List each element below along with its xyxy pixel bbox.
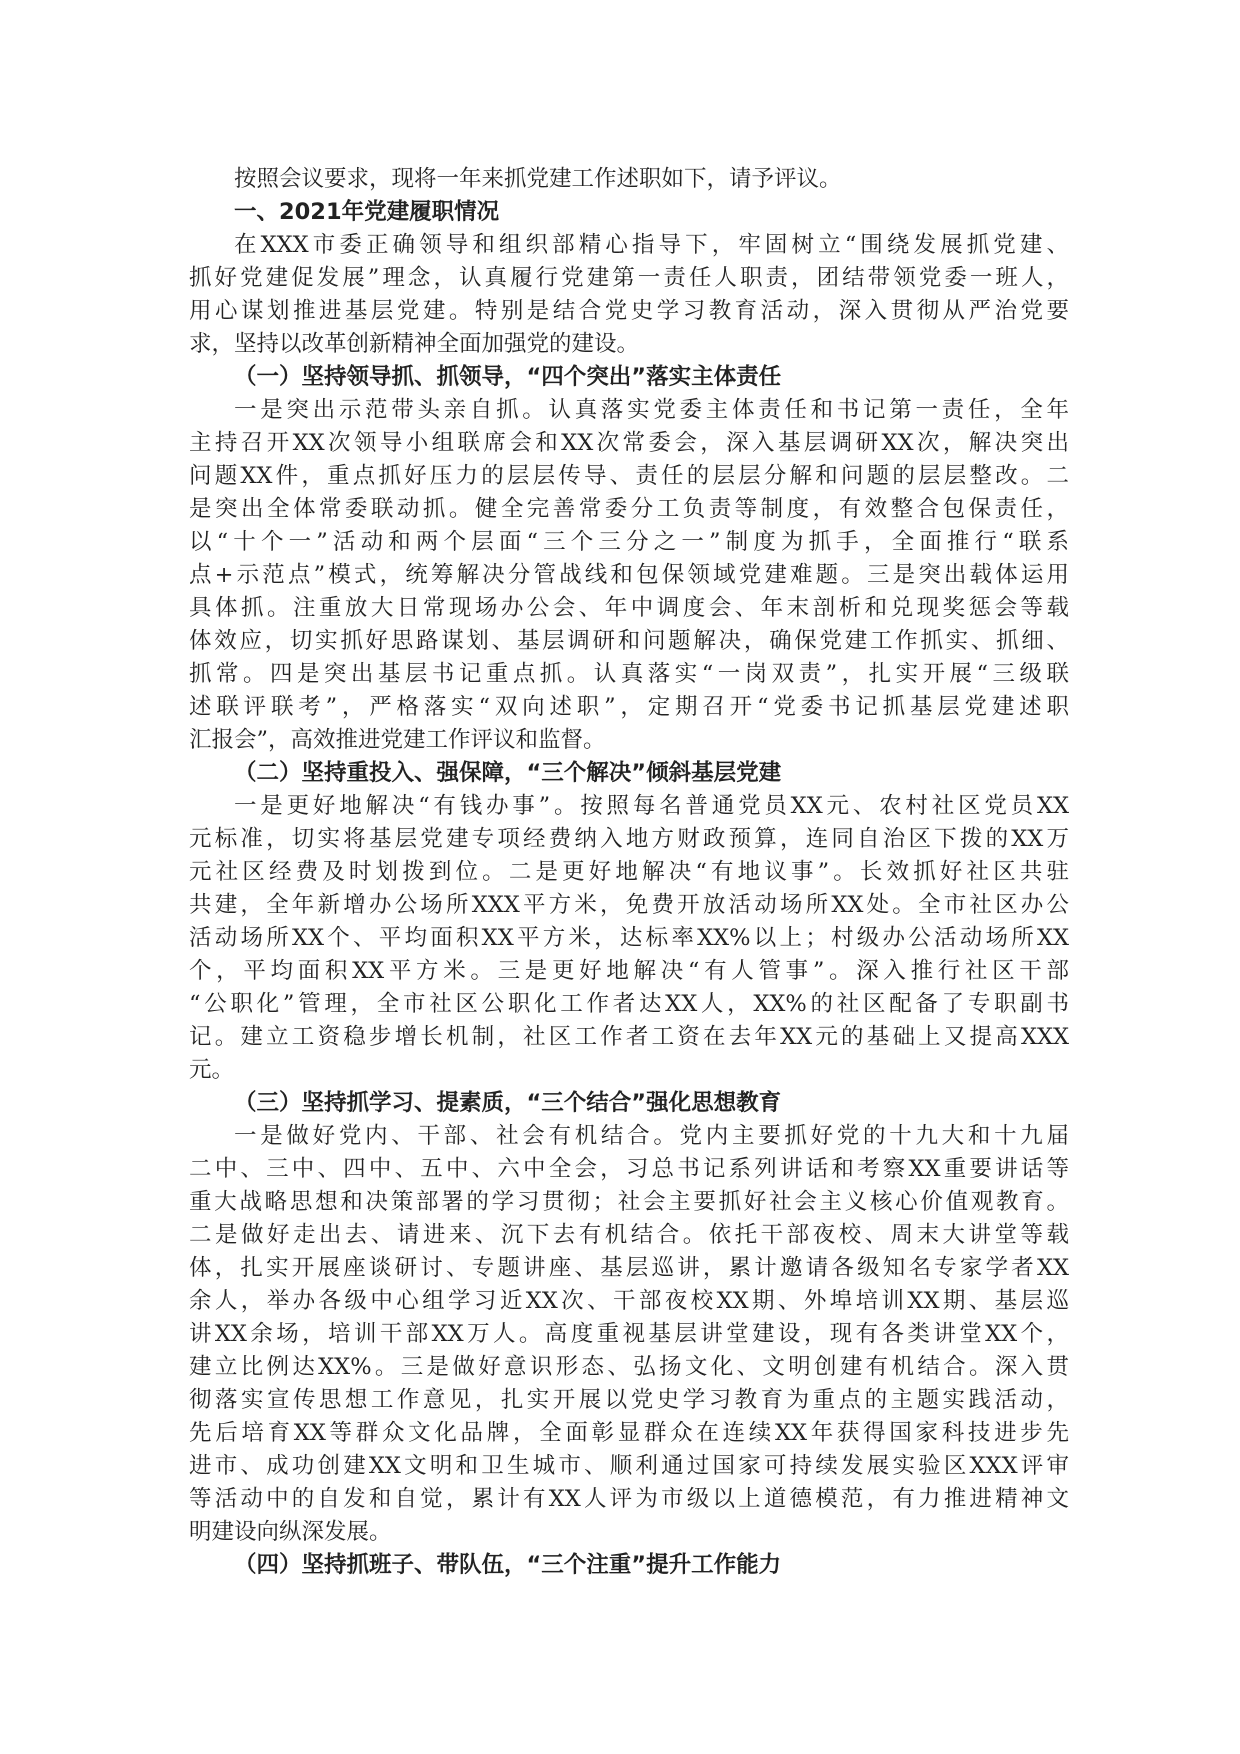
text-line: 以“十个一”活动和两个层面“三个三分之一”制度为抓手，全面推行“联系 [189,529,1069,555]
text-line: 体效应，切实抓好思路谋划、基层调研和问题解决，确保党建工作抓实、抓细、 [189,628,1069,654]
heading-text: （四）坚持抓班子、带队伍，“三个注重”提升工作能力 [234,1552,782,1578]
text-line: 述联评联考”，严格落实“双向述职”，定期召开“党委书记抓基层党建述职 [189,694,1069,720]
text-line: 是突出全体常委联动抓。健全完善常委分工负责等制度，有效整合包保责任， [189,496,1069,522]
text-line: 彻落实宣传思想工作意见，扎实开展以党史学习教育为重点的主题实践活动， [189,1387,1069,1413]
text-line: 元社区经费及时划拨到位。二是更好地解决“有地议事”。长效抓好社区共驻 [189,859,1069,885]
paragraph [189,790,1069,1087]
text-line: 抓好党建促发展”理念，认真履行党建第一责任人职责，团结带领党委一班人， [189,265,1069,291]
text-line: 具体抓。注重放大日常现场办公会、年中调度会、年末剖析和兑现奖惩会等载 [189,595,1069,621]
heading-text: （三）坚持抓学习、提素质，“三个结合”强化思想教育 [234,1090,782,1116]
text-line: 体，扎实开展座谈研讨、专题讲座、基层巡讲，累计邀请各级知名专家学者XX [189,1255,1069,1281]
text-line: 等活动中的自发和自觉，累计有XX人评为市级以上道德模范，有力推进精神文 [189,1486,1069,1512]
paragraph [189,229,1069,361]
text-line: 一是突出示范带头亲自抓。认真落实党委主体责任和书记第一责任，全年 [234,397,1069,423]
text-line: 元。 [189,1057,235,1083]
document-body [189,163,1069,1582]
subsection-heading [189,1087,1069,1120]
paragraph [189,394,1069,757]
text-line: 明建设向纵深发展。 [189,1519,392,1545]
heading-text: 一、2021年党建履职情况 [234,199,500,225]
text-line: 讲XX余场，培训干部XX万人。高度重视基层讲堂建设，现有各类讲堂XX个， [189,1321,1069,1347]
text-line: 元标准，切实将基层党建专项经费纳入地方财政预算，连同自治区下拨的XX万 [189,826,1069,852]
subsection-heading [189,1549,1069,1582]
text-line: 先后培育XX等群众文化品牌，全面彰显群众在连续XX年获得国家科技进步先 [189,1420,1069,1446]
text-line: 求，坚持以改革创新精神全面加强党的建设。 [189,331,640,357]
text-line: 点+示范点”模式，统筹解决分管战线和包保领域党建难题。三是突出载体运用 [189,562,1069,588]
paragraph [189,163,1069,196]
heading-text: （一）坚持领导抓、抓领导，“四个突出”落实主体责任 [234,364,782,390]
text-line: 活动场所XX个、平均面积XX平方米，达标率XX%以上；村级办公活动场所XX [189,925,1069,951]
text-line: 按照会议要求，现将一年来抓党建工作述职如下，请予评议。 [234,166,842,192]
text-line: 进市、成功创建XX文明和卫生城市、顺利通过国家可持续发展实验区XXX评审 [189,1453,1069,1479]
text-line: 重大战略思想和决策部署的学习贯彻；社会主要抓好社会主义核心价值观教育。 [189,1189,1069,1215]
paragraph [189,1120,1069,1549]
text-line: 主持召开XX次领导小组联席会和XX次常委会，深入基层调研XX次，解决突出 [189,430,1069,456]
heading-text: （二）坚持重投入、强保障，“三个解决”倾斜基层党建 [234,760,782,786]
text-line: 建立比例达XX%。三是做好意识形态、弘扬文化、文明创建有机结合。深入贯 [189,1354,1069,1380]
text-line: 汇报会”，高效推进党建工作评议和监督。 [189,727,606,753]
text-line: 问题XX件，重点抓好压力的层层传导、责任的层层分解和问题的层层整改。二 [189,463,1069,489]
text-line: 余人，举办各级中心组学习近XX次、干部夜校XX期、外埠培训XX期、基层巡 [189,1288,1069,1314]
text-line: 一是更好地解决“有钱办事”。按照每名普通党员XX元、农村社区党员XX [234,793,1069,819]
text-line: 在XXX市委正确领导和组织部精心指导下，牢固树立“围绕发展抓党建、 [234,232,1069,258]
text-line: “公职化”管理，全市社区公职化工作者达XX人，XX%的社区配备了专职副书 [189,991,1069,1017]
text-line: 一是做好党内、干部、社会有机结合。党内主要抓好党的十九大和十九届 [234,1123,1069,1149]
text-line: 个，平均面积XX平方米。三是更好地解决“有人管事”。深入推行社区干部 [189,958,1069,984]
text-line: 二是做好走出去、请进来、沉下去有机结合。依托干部夜校、周末大讲堂等载 [189,1222,1069,1248]
text-line: 抓常。四是突出基层书记重点抓。认真落实“一岗双责”，扎实开展“三级联 [189,661,1069,687]
text-line: 用心谋划推进基层党建。特别是结合党史学习教育活动，深入贯彻从严治党要 [189,298,1069,324]
subsection-heading [189,757,1069,790]
text-line: 二中、三中、四中、五中、六中全会，习总书记系列讲话和考察XX重要讲话等 [189,1156,1069,1182]
section-heading [189,196,1069,229]
text-line: 记。建立工资稳步增长机制，社区工作者工资在去年XX元的基础上又提高XXX [189,1024,1069,1050]
text-line: 共建，全年新增办公场所XXX平方米，免费开放活动场所XX处。全市社区办公 [189,892,1069,918]
subsection-heading [189,361,1069,394]
